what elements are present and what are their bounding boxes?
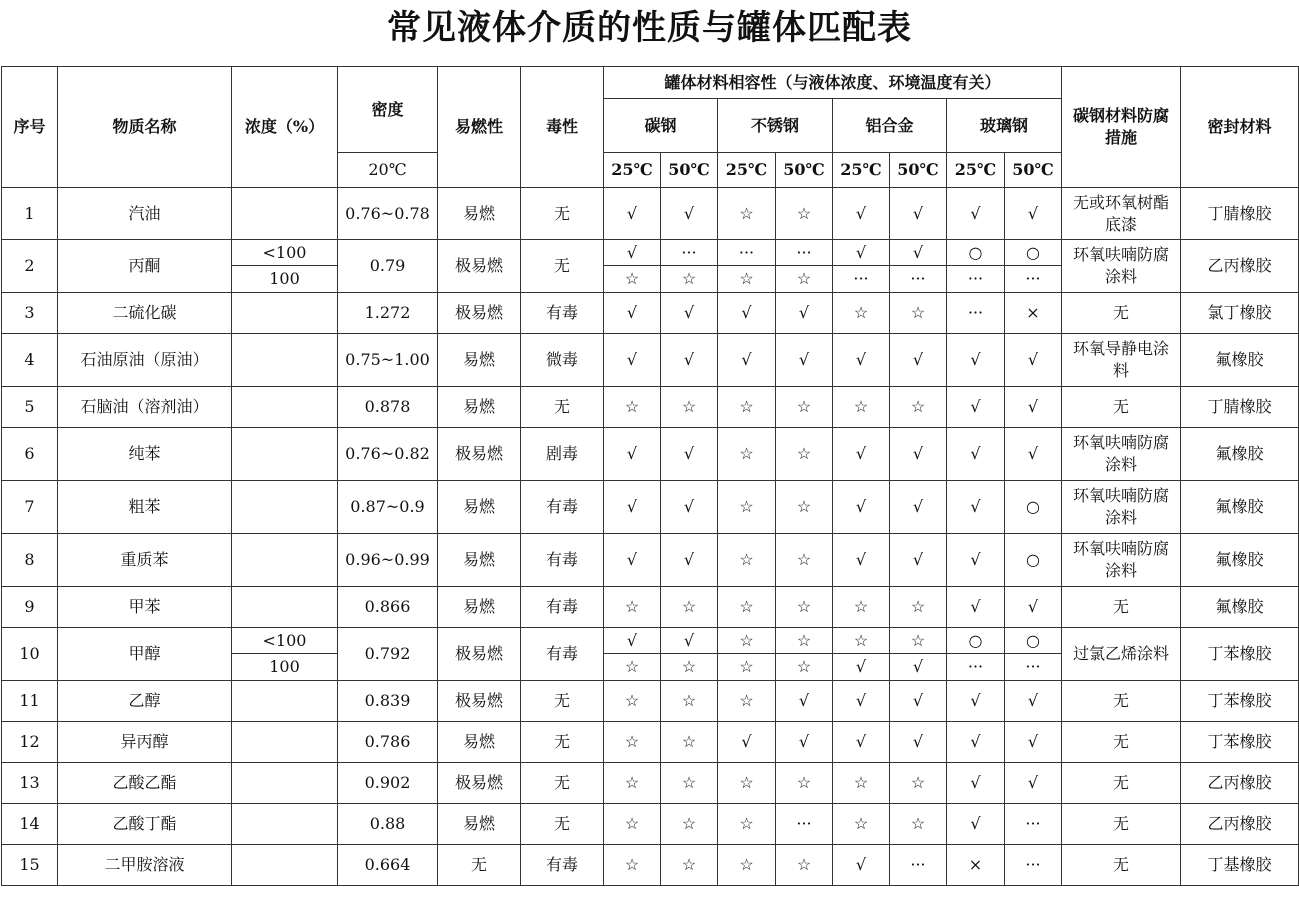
- compat-mark: √: [833, 334, 890, 387]
- compat-mark: √: [776, 722, 833, 763]
- toxicity-cell: 无: [521, 681, 604, 722]
- toxicity-cell: 有毒: [521, 845, 604, 886]
- table-row: [2, 240, 1299, 266]
- compat-mark: √: [890, 654, 947, 681]
- compat-mark: ☆: [604, 845, 661, 886]
- compat-mark: ☆: [661, 654, 718, 681]
- table-row: [2, 334, 1299, 387]
- compat-mark: √: [833, 722, 890, 763]
- row-number: 2: [2, 240, 58, 293]
- compat-mark: ···: [776, 240, 833, 266]
- flammability-cell: 极易燃: [438, 763, 521, 804]
- compat-mark: ☆: [604, 804, 661, 845]
- flammability-cell: 易燃: [438, 804, 521, 845]
- compat-mark: ×: [947, 845, 1005, 886]
- table-row: [2, 845, 1299, 886]
- compat-mark: √: [604, 188, 661, 240]
- compat-mark: √: [604, 428, 661, 481]
- compat-mark: √: [890, 428, 947, 481]
- header-temp-25: 25℃: [604, 153, 661, 188]
- toxicity-cell: 无: [521, 240, 604, 293]
- table-row: [2, 804, 1299, 845]
- compat-mark: √: [718, 722, 776, 763]
- toxicity-cell: 无: [521, 804, 604, 845]
- compat-mark: √: [1005, 763, 1062, 804]
- compat-mark: ☆: [661, 266, 718, 293]
- compat-mark: √: [661, 534, 718, 587]
- density-cell: 0.792: [338, 628, 438, 681]
- anticorrosion-cell: 环氧导静电涂料: [1062, 334, 1181, 387]
- compat-mark: √: [833, 428, 890, 481]
- compat-mark: ☆: [661, 804, 718, 845]
- compat-mark: ☆: [833, 293, 890, 334]
- compat-mark: ···: [776, 804, 833, 845]
- substance-name: 二甲胺溶液: [58, 845, 232, 886]
- anticorrosion-cell: 无或环氧树酯底漆: [1062, 188, 1181, 240]
- compat-mark: √: [661, 428, 718, 481]
- compat-mark: ☆: [776, 481, 833, 534]
- table-row: [2, 587, 1299, 628]
- header-temp-25: 25℃: [718, 153, 776, 188]
- flammability-cell: 易燃: [438, 534, 521, 587]
- substance-name: 甲苯: [58, 587, 232, 628]
- row-number: 6: [2, 428, 58, 481]
- compat-mark: √: [776, 334, 833, 387]
- compat-mark: ☆: [833, 804, 890, 845]
- compat-mark: ☆: [718, 804, 776, 845]
- substance-name: 乙酸丁酯: [58, 804, 232, 845]
- compat-mark: √: [947, 387, 1005, 428]
- compat-mark: √: [947, 763, 1005, 804]
- substance-name: 甲醇: [58, 628, 232, 681]
- density-cell: 0.76~0.82: [338, 428, 438, 481]
- compat-mark: ☆: [890, 587, 947, 628]
- seal-material-cell: 丁腈橡胶: [1181, 387, 1299, 428]
- substance-name: 乙酸乙酯: [58, 763, 232, 804]
- compat-mark: ☆: [661, 722, 718, 763]
- compat-mark: √: [1005, 428, 1062, 481]
- header-flammability: 易燃性: [438, 67, 521, 188]
- compat-mark: √: [947, 428, 1005, 481]
- compat-mark: ☆: [661, 845, 718, 886]
- seal-material-cell: 氟橡胶: [1181, 587, 1299, 628]
- row-number: 10: [2, 628, 58, 681]
- table-row: [2, 681, 1299, 722]
- compat-mark: √: [833, 534, 890, 587]
- concentration-cell: <100: [232, 628, 338, 654]
- table-row: [2, 628, 1299, 654]
- compat-mark: ☆: [833, 628, 890, 654]
- concentration-cell: [232, 722, 338, 763]
- seal-material-cell: 氟橡胶: [1181, 334, 1299, 387]
- toxicity-cell: 有毒: [521, 534, 604, 587]
- compat-mark: ☆: [718, 428, 776, 481]
- density-cell: 0.902: [338, 763, 438, 804]
- concentration-cell: [232, 428, 338, 481]
- compatibility-table: [1, 66, 1299, 886]
- compat-mark: ···: [1005, 845, 1062, 886]
- substance-name: 二硫化碳: [58, 293, 232, 334]
- row-number: 7: [2, 481, 58, 534]
- row-number: 9: [2, 587, 58, 628]
- toxicity-cell: 无: [521, 387, 604, 428]
- anticorrosion-cell: 过氯乙烯涂料: [1062, 628, 1181, 681]
- compat-mark: ☆: [890, 628, 947, 654]
- toxicity-cell: 有毒: [521, 628, 604, 681]
- compat-mark: √: [833, 654, 890, 681]
- compat-mark: √: [661, 334, 718, 387]
- compat-mark: ···: [947, 293, 1005, 334]
- compat-mark: ···: [1005, 804, 1062, 845]
- substance-name: 乙醇: [58, 681, 232, 722]
- compat-mark: ☆: [833, 387, 890, 428]
- compat-mark: ···: [890, 266, 947, 293]
- compat-mark: √: [890, 534, 947, 587]
- compat-mark: √: [833, 845, 890, 886]
- substance-name: 石油原油（原油）: [58, 334, 232, 387]
- density-cell: 0.75~1.00: [338, 334, 438, 387]
- compat-mark: ···: [1005, 266, 1062, 293]
- concentration-cell: [232, 188, 338, 240]
- anticorrosion-cell: 无: [1062, 722, 1181, 763]
- compat-mark: √: [833, 240, 890, 266]
- flammability-cell: 易燃: [438, 334, 521, 387]
- header-seal: 密封材料: [1181, 67, 1299, 188]
- flammability-cell: 无: [438, 845, 521, 886]
- compat-mark: ☆: [604, 722, 661, 763]
- compat-mark: ☆: [890, 387, 947, 428]
- compat-mark: √: [661, 481, 718, 534]
- compat-mark: ○: [1005, 481, 1062, 534]
- row-number: 1: [2, 188, 58, 240]
- compat-mark: ☆: [890, 763, 947, 804]
- compat-mark: ☆: [661, 387, 718, 428]
- compat-mark: ☆: [604, 266, 661, 293]
- header-temp-50: 50℃: [661, 153, 718, 188]
- density-cell: 1.272: [338, 293, 438, 334]
- page-title: 常见液体介质的性质与罐体匹配表: [387, 8, 912, 48]
- compat-mark: √: [661, 188, 718, 240]
- flammability-cell: 易燃: [438, 188, 521, 240]
- compat-mark: √: [833, 681, 890, 722]
- toxicity-cell: 无: [521, 722, 604, 763]
- concentration-cell: [232, 534, 338, 587]
- compat-mark: √: [776, 681, 833, 722]
- header-density: 密度: [338, 67, 438, 153]
- compat-mark: ○: [947, 628, 1005, 654]
- table-row: [2, 293, 1299, 334]
- density-cell: 0.96~0.99: [338, 534, 438, 587]
- seal-material-cell: 氟橡胶: [1181, 481, 1299, 534]
- header-carbon-steel: 碳钢: [604, 99, 718, 153]
- toxicity-cell: 有毒: [521, 587, 604, 628]
- compat-mark: ☆: [718, 481, 776, 534]
- row-number: 8: [2, 534, 58, 587]
- compat-mark: ☆: [718, 845, 776, 886]
- density-cell: 0.839: [338, 681, 438, 722]
- header-temp-50: 50℃: [890, 153, 947, 188]
- compat-mark: ···: [1005, 654, 1062, 681]
- header-temp-50: 50℃: [1005, 153, 1062, 188]
- anticorrosion-cell: 环氧呋喃防腐涂料: [1062, 240, 1181, 293]
- compat-mark: √: [890, 240, 947, 266]
- compat-mark: √: [604, 293, 661, 334]
- compat-mark: ○: [947, 240, 1005, 266]
- density-cell: 0.786: [338, 722, 438, 763]
- flammability-cell: 易燃: [438, 587, 521, 628]
- compat-mark: ☆: [718, 681, 776, 722]
- flammability-cell: 极易燃: [438, 428, 521, 481]
- seal-material-cell: 氯丁橡胶: [1181, 293, 1299, 334]
- compat-mark: √: [718, 293, 776, 334]
- compat-mark: √: [604, 334, 661, 387]
- toxicity-cell: 有毒: [521, 293, 604, 334]
- row-number: 5: [2, 387, 58, 428]
- header-toxicity: 毒性: [521, 67, 604, 188]
- compat-mark: ☆: [890, 293, 947, 334]
- anticorrosion-cell: 无: [1062, 587, 1181, 628]
- compat-mark: ☆: [776, 534, 833, 587]
- seal-material-cell: 丁基橡胶: [1181, 845, 1299, 886]
- compat-mark: ○: [1005, 628, 1062, 654]
- compat-mark: √: [604, 534, 661, 587]
- compat-mark: ☆: [776, 387, 833, 428]
- compat-mark: ☆: [776, 845, 833, 886]
- row-number: 15: [2, 845, 58, 886]
- compat-mark: ☆: [833, 763, 890, 804]
- compat-mark: ☆: [718, 763, 776, 804]
- compat-mark: √: [661, 628, 718, 654]
- compat-mark: √: [833, 481, 890, 534]
- compat-mark: ☆: [718, 387, 776, 428]
- compat-mark: ☆: [604, 681, 661, 722]
- flammability-cell: 极易燃: [438, 681, 521, 722]
- seal-material-cell: 氟橡胶: [1181, 428, 1299, 481]
- compat-mark: ×: [1005, 293, 1062, 334]
- concentration-cell: 100: [232, 266, 338, 293]
- density-cell: 0.76~0.78: [338, 188, 438, 240]
- header-temp-25: 25℃: [947, 153, 1005, 188]
- seal-material-cell: 丁苯橡胶: [1181, 681, 1299, 722]
- compat-mark: ···: [947, 266, 1005, 293]
- concentration-cell: [232, 845, 338, 886]
- header-fiberglass: 玻璃钢: [947, 99, 1062, 153]
- compat-mark: √: [947, 587, 1005, 628]
- compat-mark: √: [947, 188, 1005, 240]
- table-row: [2, 387, 1299, 428]
- header-aluminum-alloy: 铝合金: [833, 99, 947, 153]
- header-density-temp: 20℃: [338, 153, 438, 188]
- compat-mark: ···: [661, 240, 718, 266]
- header-stainless-steel: 不锈钢: [718, 99, 833, 153]
- anticorrosion-cell: 无: [1062, 387, 1181, 428]
- table-row: [2, 428, 1299, 481]
- anticorrosion-cell: 环氧呋喃防腐涂料: [1062, 481, 1181, 534]
- compat-mark: √: [833, 188, 890, 240]
- concentration-cell: 100: [232, 654, 338, 681]
- compat-mark: ···: [833, 266, 890, 293]
- compat-mark: √: [604, 628, 661, 654]
- concentration-cell: [232, 334, 338, 387]
- anticorrosion-cell: 无: [1062, 804, 1181, 845]
- compat-mark: √: [604, 240, 661, 266]
- row-number: 11: [2, 681, 58, 722]
- concentration-cell: [232, 387, 338, 428]
- seal-material-cell: 乙丙橡胶: [1181, 763, 1299, 804]
- compat-mark: √: [1005, 334, 1062, 387]
- compat-mark: √: [947, 481, 1005, 534]
- density-cell: 0.878: [338, 387, 438, 428]
- compat-mark: ☆: [604, 654, 661, 681]
- compat-mark: √: [604, 481, 661, 534]
- toxicity-cell: 剧毒: [521, 428, 604, 481]
- compat-mark: ☆: [718, 188, 776, 240]
- substance-name: 汽油: [58, 188, 232, 240]
- toxicity-cell: 微毒: [521, 334, 604, 387]
- seal-material-cell: 氟橡胶: [1181, 534, 1299, 587]
- compat-mark: ☆: [890, 804, 947, 845]
- concentration-cell: <100: [232, 240, 338, 266]
- anticorrosion-cell: 无: [1062, 681, 1181, 722]
- row-number: 13: [2, 763, 58, 804]
- header-anticorrosion: 碳钢材料防腐措施: [1062, 67, 1181, 188]
- table-row: [2, 534, 1299, 587]
- seal-material-cell: 丁苯橡胶: [1181, 722, 1299, 763]
- table-row: [2, 481, 1299, 534]
- flammability-cell: 极易燃: [438, 628, 521, 681]
- compat-mark: √: [947, 534, 1005, 587]
- header-concentration: 浓度（%）: [232, 67, 338, 188]
- compat-mark: ○: [1005, 240, 1062, 266]
- compat-mark: ☆: [604, 387, 661, 428]
- compat-mark: ☆: [776, 628, 833, 654]
- flammability-cell: 易燃: [438, 722, 521, 763]
- header-temp-50: 50℃: [776, 153, 833, 188]
- compat-mark: √: [890, 334, 947, 387]
- substance-name: 丙酮: [58, 240, 232, 293]
- flammability-cell: 极易燃: [438, 240, 521, 293]
- toxicity-cell: 无: [521, 763, 604, 804]
- flammability-cell: 极易燃: [438, 293, 521, 334]
- compat-mark: ☆: [718, 266, 776, 293]
- compat-mark: ☆: [776, 654, 833, 681]
- anticorrosion-cell: 无: [1062, 845, 1181, 886]
- compat-mark: √: [890, 188, 947, 240]
- anticorrosion-cell: 无: [1062, 293, 1181, 334]
- compat-mark: ☆: [776, 587, 833, 628]
- compat-mark: √: [890, 681, 947, 722]
- concentration-cell: [232, 481, 338, 534]
- compat-mark: √: [776, 293, 833, 334]
- header-no: 序号: [2, 67, 58, 188]
- row-number: 14: [2, 804, 58, 845]
- compat-mark: ☆: [604, 763, 661, 804]
- seal-material-cell: 丁腈橡胶: [1181, 188, 1299, 240]
- compat-mark: ☆: [604, 587, 661, 628]
- concentration-cell: [232, 804, 338, 845]
- compat-mark: ☆: [776, 428, 833, 481]
- compat-mark: √: [890, 722, 947, 763]
- flammability-cell: 易燃: [438, 387, 521, 428]
- compat-mark: ○: [1005, 534, 1062, 587]
- toxicity-cell: 无: [521, 188, 604, 240]
- compat-mark: ☆: [661, 681, 718, 722]
- compat-mark: ☆: [718, 654, 776, 681]
- compat-mark: √: [718, 334, 776, 387]
- concentration-cell: [232, 293, 338, 334]
- header-temp-25: 25℃: [833, 153, 890, 188]
- density-cell: 0.866: [338, 587, 438, 628]
- compat-mark: ☆: [661, 763, 718, 804]
- seal-material-cell: 乙丙橡胶: [1181, 240, 1299, 293]
- seal-material-cell: 乙丙橡胶: [1181, 804, 1299, 845]
- substance-name: 重质苯: [58, 534, 232, 587]
- density-cell: 0.664: [338, 845, 438, 886]
- substance-name: 石脑油（溶剂油）: [58, 387, 232, 428]
- compat-mark: √: [1005, 722, 1062, 763]
- compat-mark: ☆: [718, 628, 776, 654]
- compat-mark: √: [1005, 587, 1062, 628]
- table-row: [2, 763, 1299, 804]
- toxicity-cell: 有毒: [521, 481, 604, 534]
- compat-mark: √: [1005, 188, 1062, 240]
- density-cell: 0.79: [338, 240, 438, 293]
- compat-mark: ☆: [661, 587, 718, 628]
- compat-mark: √: [1005, 387, 1062, 428]
- compat-mark: ···: [947, 654, 1005, 681]
- compat-mark: √: [661, 293, 718, 334]
- substance-name: 粗苯: [58, 481, 232, 534]
- density-cell: 0.87~0.9: [338, 481, 438, 534]
- concentration-cell: [232, 681, 338, 722]
- compat-mark: ☆: [776, 266, 833, 293]
- compat-mark: ☆: [718, 587, 776, 628]
- header-name: 物质名称: [58, 67, 232, 188]
- compat-mark: √: [947, 804, 1005, 845]
- seal-material-cell: 丁苯橡胶: [1181, 628, 1299, 681]
- compat-mark: √: [890, 481, 947, 534]
- substance-name: 纯苯: [58, 428, 232, 481]
- anticorrosion-cell: 环氧呋喃防腐涂料: [1062, 428, 1181, 481]
- table-row: [2, 722, 1299, 763]
- compat-mark: ☆: [833, 587, 890, 628]
- header-compatibility: 罐体材料相容性（与液体浓度、环境温度有关）: [604, 67, 1062, 99]
- compat-mark: ☆: [776, 188, 833, 240]
- anticorrosion-cell: 环氧呋喃防腐涂料: [1062, 534, 1181, 587]
- substance-name: 异丙醇: [58, 722, 232, 763]
- flammability-cell: 易燃: [438, 481, 521, 534]
- compat-mark: √: [947, 722, 1005, 763]
- density-cell: 0.88: [338, 804, 438, 845]
- compat-mark: √: [1005, 681, 1062, 722]
- compat-mark: √: [947, 681, 1005, 722]
- compat-mark: ···: [890, 845, 947, 886]
- compat-mark: ···: [718, 240, 776, 266]
- concentration-cell: [232, 763, 338, 804]
- compat-mark: ☆: [776, 763, 833, 804]
- compat-mark: ☆: [718, 534, 776, 587]
- row-number: 12: [2, 722, 58, 763]
- concentration-cell: [232, 587, 338, 628]
- anticorrosion-cell: 无: [1062, 763, 1181, 804]
- compat-mark: √: [947, 334, 1005, 387]
- row-number: 4: [2, 334, 58, 387]
- table-row: [2, 188, 1299, 240]
- row-number: 3: [2, 293, 58, 334]
